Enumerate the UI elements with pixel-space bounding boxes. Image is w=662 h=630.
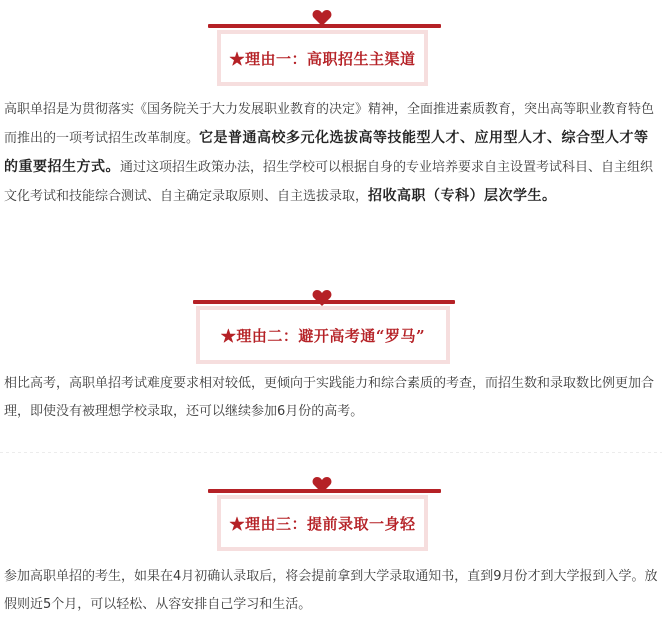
- section-divider: [0, 452, 662, 453]
- section-paragraph: [4, 96, 658, 211]
- reason-section-1: [0, 0, 662, 204]
- paragraph-bold-text: 它是普通高校多元化选拔高等技能型人才、应用型人才、综合型人才等的重要招生方式。: [4, 130, 649, 175]
- reason-section-3: [0, 467, 662, 612]
- reason-section-2: [0, 280, 662, 419]
- section-title-box: [217, 495, 428, 551]
- section-header: [0, 0, 662, 96]
- section-paragraph: [4, 370, 658, 426]
- section-title-box: [217, 30, 428, 86]
- paragraph-text: 参加高职单招的考生，如果在4月初确认录取后，将会提前拿到大学录取通知书，直到9月份才到大学报到入学。放假则近5个月，可以轻松、从容安排自己学习和生活。: [4, 569, 658, 612]
- paragraph-text: 相比高考，高职单招考试难度要求相对较低，更倾向于实践能力和综合素质的考查，而招生数和录取数比例更加合理，即使没有被理想学校录取，还可以继续参加6月份的高考。: [4, 376, 655, 419]
- paragraph-text: 高职单招是为贯彻落实《国务院关于大力发展职业教育的决定》精神，全面推进素质教育，突出高等职业教育特色而推出的一项考试招生改革制度。: [4, 102, 655, 146]
- section-title: ★理由一：高职招生主渠道: [229, 49, 416, 68]
- section-paragraph: [4, 563, 658, 619]
- section-title: ★理由二：避开高考通“罗马”: [220, 326, 426, 345]
- section-title: ★理由三：提前录取一身轻: [229, 514, 416, 533]
- header-bar: [193, 300, 455, 304]
- paragraph-text: 通过这项招生政策办法，招生学校可以根据自身的专业培养要求自主设置考试科目、自主组织文化考试和技能综合测试、自主确定录取原则、自主选拔录取，: [4, 160, 654, 204]
- header-bar: [208, 489, 441, 493]
- section-title-box: [196, 306, 450, 364]
- paragraph-bold-text: 招收高职（专科）层次学生。: [368, 188, 557, 204]
- section-header: [0, 467, 662, 563]
- section-header: [0, 280, 662, 376]
- header-bar: [208, 24, 441, 28]
